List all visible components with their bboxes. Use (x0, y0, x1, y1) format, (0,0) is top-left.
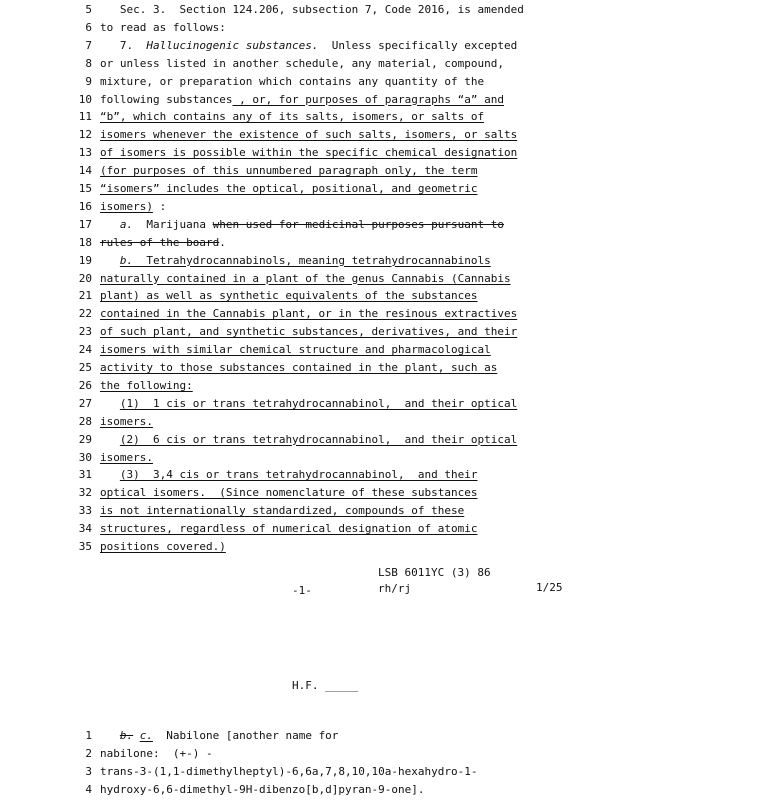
text-segment: 7. (100, 38, 147, 52)
page-number: -1- (292, 584, 312, 597)
text-segment: trans-3-(1,1-dimethylheptyl)-6,6a,7,8,10,10a-hexahydro-1- (100, 765, 478, 778)
house-file-label: H.F. (292, 679, 319, 692)
text-segment: nabilone: (+-) - (100, 747, 213, 760)
text-segment: . (219, 235, 226, 249)
inserted-text: is not internationally standardized, compounds of these (100, 504, 465, 518)
line-number: 23 (78, 325, 92, 339)
line-text (100, 395, 517, 413)
drafter-initials: rh/rj (378, 582, 412, 595)
line-text (100, 234, 226, 252)
line-text (100, 37, 517, 55)
line-text (100, 305, 517, 323)
inserted-text: (for purposes of this unnumbered paragraph only, the term (100, 164, 478, 178)
line-text (100, 1, 524, 19)
line-number: 3 (85, 765, 92, 778)
line-text (100, 745, 213, 763)
struck-text: rules of the board (100, 235, 220, 249)
text-segment: hydroxy-6,6-dimethyl-9H-dibenzo[b,d]pyran-9-one]. (100, 783, 425, 796)
line-text (100, 252, 491, 270)
line-text (100, 520, 478, 538)
line-number: 32 (78, 486, 92, 500)
line-text (100, 538, 226, 556)
line-text (100, 19, 226, 37)
line-text (100, 198, 166, 216)
page-count: 1/25 (536, 581, 563, 594)
house-file-number-blank: _____ (325, 679, 359, 692)
line-text (100, 727, 338, 745)
line-number: 8 (85, 56, 92, 70)
line-text (100, 144, 517, 162)
line-number: 19 (78, 253, 92, 267)
line-text (100, 55, 504, 73)
house-file-header (292, 679, 358, 693)
line-number: 35 (78, 540, 92, 553)
inserted-text: isomers. (100, 450, 153, 464)
text-segment: Sec. 3. Section 124.206, subsection 7, Code 2016, is amended (100, 3, 524, 16)
line-text (100, 502, 464, 520)
line-number: 22 (78, 307, 92, 321)
line-number: 1 (85, 729, 92, 742)
inserted-text: (1) 1 cis or trans tetrahydrocannabinol, and their optical (119, 396, 518, 410)
text-segment: to read as follows: (100, 20, 226, 34)
inserted-text: isomers with similar chemical structure and pharmacological (100, 343, 491, 357)
line-text (100, 270, 511, 288)
struck-text: when used for medicinal purposes pursuant to (212, 217, 505, 231)
line-text (100, 180, 478, 198)
line-text (100, 466, 478, 484)
line-number: 30 (78, 450, 92, 464)
inserted-text: , or, for purposes of paragraphs “a” and (232, 92, 504, 106)
text-segment: : (152, 199, 167, 213)
line-number: 4 (85, 783, 92, 796)
text-segment: following substances (100, 92, 233, 106)
line-text (100, 413, 153, 431)
line-text (100, 341, 491, 359)
inserted-text: “isomers” includes the optical, positional, and geometric (100, 182, 478, 195)
line-text (100, 73, 484, 91)
inserted-text: structures, regardless of numerical designation of atomic (100, 522, 478, 536)
inserted-text: naturally contained in a plant of the genus Cannabis (Cannabis (100, 271, 511, 285)
text-segment: mixture, or preparation which contains any quantity of the (100, 74, 485, 88)
line-text (100, 781, 425, 799)
line-number: 31 (78, 468, 92, 482)
line-number: 25 (78, 361, 92, 374)
line-text (100, 162, 478, 180)
line-text (100, 431, 517, 449)
line-number: 10 (78, 92, 92, 106)
line-number: 26 (78, 378, 92, 392)
inserted-text: activity to those substances contained in the plant, such as (100, 361, 498, 374)
line-text (100, 126, 517, 144)
text-segment (100, 729, 120, 742)
text-segment (133, 729, 140, 742)
lsb-code: LSB 6011YC (3) 86 (378, 566, 491, 579)
text-segment: Marijuana (133, 217, 213, 231)
line-text (100, 287, 478, 305)
inserted-text: isomers. (100, 414, 153, 428)
inserted-text: of such plant, and synthetic substances, derivatives, and their (100, 325, 518, 339)
line-number: 14 (78, 164, 92, 178)
line-number: 6 (85, 20, 92, 34)
inserted-text: isomers whenever the existence of such salts, isomers, or salts (100, 128, 518, 142)
text-segment (100, 218, 120, 231)
inserted-text: the following: (100, 378, 193, 392)
text-segment: a. (119, 217, 134, 231)
line-number: 27 (78, 396, 92, 410)
inserted-text: of isomers is possible within the specific chemical designation (100, 146, 518, 160)
line-text (100, 359, 497, 377)
line-text (100, 91, 504, 109)
line-number: 17 (78, 217, 92, 231)
inserted-text: plant) as well as synthetic equivalents of the substances (100, 289, 478, 303)
inserted-text: contained in the Cannabis plant, or in the resinous extractives (100, 307, 518, 321)
inserted-text: Tetrahydrocannabinols, meaning tetrahydrocannabinols (133, 253, 491, 267)
text-segment: Unless specifically excepted (318, 38, 518, 52)
line-number: 9 (85, 74, 92, 88)
line-number: 24 (78, 343, 92, 357)
line-text (100, 449, 153, 467)
inserted-text: optical isomers. (Since nomenclature of these substances (100, 486, 478, 500)
inserted-text: (2) 6 cis or trans tetrahydrocannabinol, and their optical (119, 432, 518, 446)
inserted-text: “b”, which contains any of its salts, isomers, or salts of (100, 110, 485, 124)
text-segment: Hallucinogenic substances. (146, 38, 319, 52)
line-text (100, 323, 517, 341)
inserted-text: b. (119, 253, 134, 267)
text-segment (100, 254, 120, 267)
text-segment (100, 433, 120, 446)
line-number: 21 (78, 289, 92, 303)
line-number: 12 (78, 128, 92, 142)
inserted-text: (3) 3,4 cis or trans tetrahydrocannabinol, and their (119, 468, 478, 482)
line-number: 13 (78, 146, 92, 160)
line-number: 34 (78, 522, 92, 536)
line-text (100, 377, 193, 395)
text-segment (100, 397, 120, 410)
line-text (100, 484, 478, 502)
line-number: 5 (85, 3, 92, 16)
text-segment: or unless listed in another schedule, any material, compound, (100, 56, 504, 70)
line-number: 11 (78, 110, 92, 124)
line-number: 16 (78, 199, 92, 213)
line-number: 7 (85, 38, 92, 52)
line-number: 18 (78, 235, 92, 249)
line-number: 33 (78, 504, 92, 518)
line-number: 2 (85, 747, 92, 760)
line-number: 29 (78, 432, 92, 446)
inserted-text: positions covered.) (100, 540, 226, 553)
line-text (100, 108, 484, 126)
line-text (100, 763, 478, 781)
line-number: 20 (78, 271, 92, 285)
inserted-text: c. (139, 729, 153, 742)
line-number: 15 (78, 182, 92, 195)
struck-text: b. (119, 729, 134, 742)
line-number: 28 (78, 414, 92, 428)
text-segment (100, 468, 120, 481)
line-text (100, 216, 504, 234)
inserted-text: isomers) (100, 199, 153, 213)
text-segment: Nabilone [another name for (153, 729, 339, 742)
